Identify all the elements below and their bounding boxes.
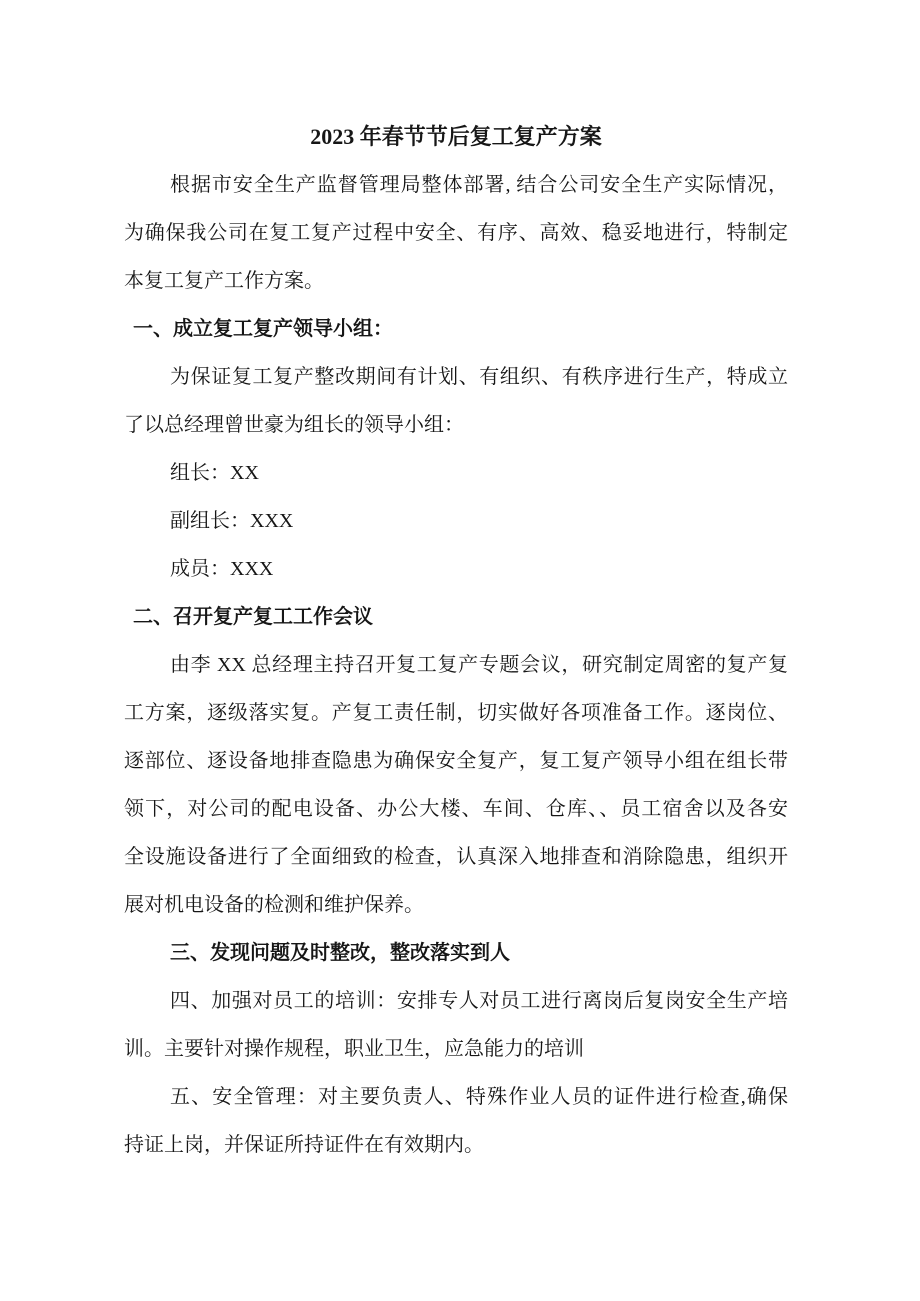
section-5-paragraph-line: 五、安全管理：对主要负责人、特殊作业人员的证件进行检查,确保 (170, 1086, 788, 1108)
section-5-paragraph-line: 持证上岗，并保证所持证件在有效期内。 (124, 1134, 484, 1156)
deputy-leader-line: 副组长：XXX (170, 510, 294, 532)
section-2-paragraph-line: 逐部位、逐设备地排查隐患为确保安全复产，复工复产领导小组在组长带 (124, 750, 788, 772)
intro-paragraph-line: 根据市安全生产监督管理局整体部署, 结合公司安全生产实际情况， (170, 174, 788, 196)
section-1-paragraph-line: 为保证复工复产整改期间有计划、有组织、有秩序进行生产，特成立 (170, 366, 788, 388)
section-2-paragraph-line: 全设施设备进行了全面细致的检查，认真深入地排查和消除隐患，组织开 (124, 846, 788, 868)
section-2-paragraph-line: 领下，对公司的配电设备、办公大楼、车间、仓库、、员工宿舍以及各安 (124, 798, 788, 820)
section-2-paragraph-line: 由李 XX 总经理主持召开复工复产专题会议，研究制定周密的复产复 (170, 654, 788, 676)
section-1-heading: 一、成立复工复产领导小组： (133, 318, 393, 340)
section-2-paragraph-line: 工方案，逐级落实复。产复工责任制，切实做好各项准备工作。逐岗位、 (124, 702, 788, 724)
members-line: 成员：XXX (170, 558, 274, 580)
section-4-paragraph-line: 训。主要针对操作规程，职业卫生，应急能力的培训 (124, 1038, 584, 1060)
section-2-paragraph-line: 展对机电设备的检测和维护保养。 (124, 894, 424, 916)
section-2-heading: 二、召开复产复工工作会议 (133, 606, 373, 628)
intro-paragraph-line: 为确保我公司在复工复产过程中安全、有序、高效、稳妥地进行，特制定 (124, 222, 788, 244)
section-4-paragraph-line: 四、加强对员工的培训：安排专人对员工进行离岗后复岗安全生产培 (170, 990, 788, 1012)
section-3-heading: 三、发现问题及时整改，整改落实到人 (170, 942, 510, 964)
section-1-paragraph-line: 了以总经理曾世豪为组长的领导小组： (124, 414, 464, 436)
document-body (124, 113, 788, 1169)
intro-paragraph-line: 本复工复产工作方案。 (124, 270, 324, 292)
document-title: 2023 年春节节后复工复产方案 (310, 124, 602, 149)
group-leader-line: 组长：XX (170, 462, 259, 484)
